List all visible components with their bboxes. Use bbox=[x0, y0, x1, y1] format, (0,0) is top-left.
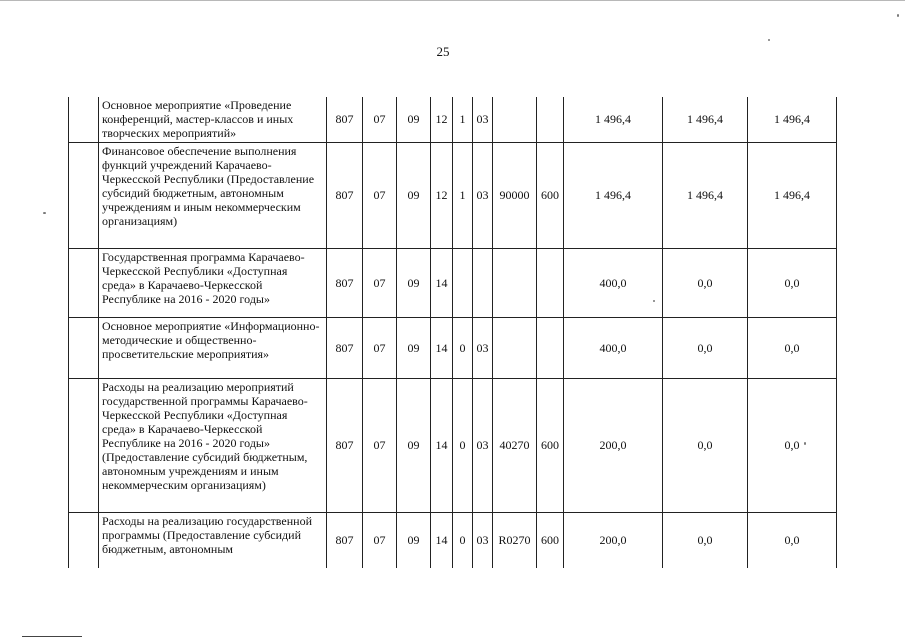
item-name-cell: Государственная программа Карачаево-Черкесской Республики «Доступная среда» в Карачаево-Черкесской Республике на 2016 - 2020 годы» bbox=[99, 248, 327, 317]
row-number-cell bbox=[69, 512, 99, 568]
row-number-cell bbox=[69, 97, 99, 142]
expense-type-cell: 600 bbox=[537, 378, 564, 512]
scan-speck bbox=[43, 212, 46, 214]
expense-type-cell bbox=[537, 248, 564, 317]
subprogram-code-cell: 0 bbox=[453, 378, 473, 512]
budget-table-body bbox=[69, 97, 837, 568]
program-code-cell: 12 bbox=[431, 97, 453, 142]
row-number-cell bbox=[69, 378, 99, 512]
item-name-cell: Финансовое обеспечение выполнения функций учреждений Карачаево-Черкесской Республики (Предоставление субсидий бюджетным, автономным учреждениям и иным некоммерческим организациям) bbox=[99, 142, 327, 248]
subsection-code-cell: 09 bbox=[397, 248, 431, 317]
item-name-cell: Расходы на реализацию государственной программы (Предоставление субсидий бюджетным, автономным bbox=[99, 512, 327, 568]
direction-code-cell bbox=[493, 317, 537, 378]
row-number-cell bbox=[69, 248, 99, 317]
program-code-cell: 14 bbox=[431, 317, 453, 378]
ministry-code-cell: 807 bbox=[327, 248, 363, 317]
direction-code-cell: R0270 bbox=[493, 512, 537, 568]
program-code-cell: 12 bbox=[431, 142, 453, 248]
section-code-cell: 07 bbox=[363, 142, 397, 248]
amount-year3-cell: 0,0 bbox=[748, 512, 837, 568]
amount-year3-cell: 1 496,4 bbox=[748, 142, 837, 248]
amount-year3-cell: 1 496,4 bbox=[748, 97, 837, 142]
amount-year3-cell: 0,0 bbox=[748, 248, 837, 317]
direction-code-cell bbox=[493, 97, 537, 142]
page-top-edge bbox=[0, 0, 905, 3]
budget-table bbox=[68, 97, 837, 568]
section-code-cell: 07 bbox=[363, 248, 397, 317]
subsection-code-cell: 09 bbox=[397, 142, 431, 248]
amount-year1-cell: 400,0 bbox=[564, 248, 663, 317]
amount-year3-cell: 0,0 bbox=[748, 378, 837, 512]
section-code-cell: 07 bbox=[363, 317, 397, 378]
program-code-cell: 14 bbox=[431, 378, 453, 512]
expense-type-cell bbox=[537, 317, 564, 378]
direction-code-cell bbox=[493, 248, 537, 317]
table-row bbox=[69, 248, 837, 317]
section-code-cell: 07 bbox=[363, 97, 397, 142]
subsection-code-cell: 09 bbox=[397, 378, 431, 512]
subprogram-code-cell: 0 bbox=[453, 512, 473, 568]
subprogram-code-cell: 1 bbox=[453, 97, 473, 142]
subsection-code-cell: 09 bbox=[397, 317, 431, 378]
amount-year2-cell: 1 496,4 bbox=[663, 97, 748, 142]
subsection-code-cell: 09 bbox=[397, 97, 431, 142]
ministry-code-cell: 807 bbox=[327, 512, 363, 568]
table-row bbox=[69, 378, 837, 512]
activity-code-cell: 03 bbox=[473, 317, 493, 378]
expense-type-cell: 600 bbox=[537, 512, 564, 568]
activity-code-cell: 03 bbox=[473, 97, 493, 142]
page-number: 25 bbox=[436, 44, 450, 59]
table-row bbox=[69, 512, 837, 568]
amount-year1-cell: 1 496,4 bbox=[564, 97, 663, 142]
program-code-cell: 14 bbox=[431, 512, 453, 568]
direction-code-cell: 90000 bbox=[493, 142, 537, 248]
table-row bbox=[69, 142, 837, 248]
amount-year2-cell: 0,0 bbox=[663, 512, 748, 568]
item-name-cell: Расходы на реализацию мероприятий государственной программы Карачаево-Черкесской Республики «Доступная среда» в Карачаево-Черкесской Республике на 2016 - 2020 годы» (Предоставление субсидий бюджетным, автономным учреждениям и иным некоммерческим организациям) bbox=[99, 378, 327, 512]
table-row bbox=[69, 97, 837, 142]
subsection-code-cell: 09 bbox=[397, 512, 431, 568]
subprogram-code-cell: 1 bbox=[453, 142, 473, 248]
activity-code-cell: 03 bbox=[473, 142, 493, 248]
amount-year2-cell: 0,0 bbox=[663, 248, 748, 317]
subprogram-code-cell: 0 bbox=[453, 317, 473, 378]
activity-code-cell: 03 bbox=[473, 512, 493, 568]
table-row bbox=[69, 317, 837, 378]
activity-code-cell bbox=[473, 248, 493, 317]
direction-code-cell: 40270 bbox=[493, 378, 537, 512]
ministry-code-cell: 807 bbox=[327, 378, 363, 512]
amount-year3-cell: 0,0 bbox=[748, 317, 837, 378]
amount-year1-cell: 400,0 bbox=[564, 317, 663, 378]
section-code-cell: 07 bbox=[363, 512, 397, 568]
row-number-cell bbox=[69, 317, 99, 378]
expense-type-cell bbox=[537, 97, 564, 142]
expense-type-cell: 600 bbox=[537, 142, 564, 248]
item-name-cell: Основное мероприятие «Информационно-методические и общественно-просветительские мероприятия» bbox=[99, 317, 327, 378]
section-code-cell: 07 bbox=[363, 378, 397, 512]
amount-year1-cell: 200,0 bbox=[564, 378, 663, 512]
subprogram-code-cell bbox=[453, 248, 473, 317]
scan-speck bbox=[768, 39, 770, 41]
amount-year2-cell: 0,0 bbox=[663, 378, 748, 512]
row-number-cell bbox=[69, 142, 99, 248]
item-name-cell: Основное мероприятие «Проведение конференций, мастер-классов и иных творческих мероприятий» bbox=[99, 97, 327, 142]
ministry-code-cell: 807 bbox=[327, 142, 363, 248]
program-code-cell: 14 bbox=[431, 248, 453, 317]
scan-speck bbox=[897, 14, 899, 17]
amount-year2-cell: 0,0 bbox=[663, 317, 748, 378]
scan-edge-mark bbox=[22, 636, 82, 637]
activity-code-cell: 03 bbox=[473, 378, 493, 512]
ministry-code-cell: 807 bbox=[327, 317, 363, 378]
ministry-code-cell: 807 bbox=[327, 97, 363, 142]
amount-year1-cell: 1 496,4 bbox=[564, 142, 663, 248]
amount-year2-cell: 1 496,4 bbox=[663, 142, 748, 248]
amount-year1-cell: 200,0 bbox=[564, 512, 663, 568]
